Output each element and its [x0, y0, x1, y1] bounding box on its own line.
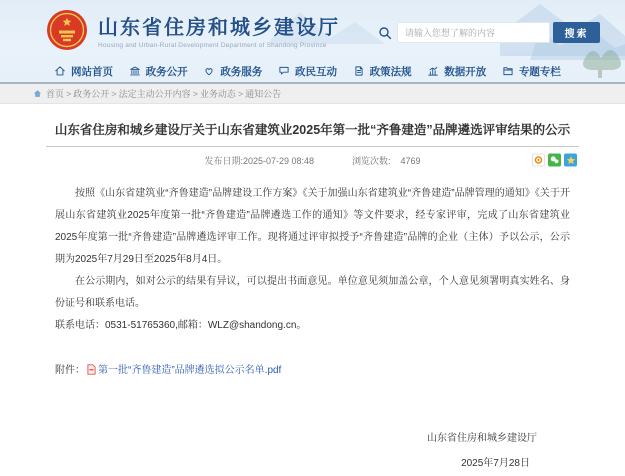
- search-button[interactable]: 搜索: [553, 22, 600, 43]
- site-header: [0, 0, 625, 84]
- nav-item-special-columns[interactable]: [502, 64, 561, 79]
- signature-org: 山东省住房和城乡建设厅: [427, 433, 537, 444]
- home-icon: [54, 65, 66, 77]
- breadcrumb-separator: >: [237, 88, 244, 99]
- folder-icon: [502, 65, 514, 77]
- nav-label: 政民互动: [294, 65, 337, 78]
- nav-item-open-data[interactable]: [427, 64, 486, 79]
- nav-item-interaction[interactable]: [278, 64, 337, 79]
- breadcrumb-item-business-news[interactable]: 业务动态: [199, 89, 236, 99]
- nav-label: 政务公开: [145, 65, 188, 78]
- breadcrumb: [0, 84, 625, 104]
- nav-item-policy[interactable]: [353, 64, 412, 79]
- view-count: [352, 154, 421, 167]
- breadcrumb-item-notices[interactable]: 通知公告: [245, 89, 282, 99]
- breadcrumb-item-home[interactable]: 首页: [46, 89, 65, 99]
- site-title: 山东省住房和城乡建设厅: [98, 17, 340, 39]
- star-share-icon[interactable]: [564, 154, 577, 167]
- signature-block: [46, 426, 579, 476]
- article-body: [46, 173, 579, 337]
- attachment-link[interactable]: [85, 365, 281, 376]
- paragraph-2: 在公示期内，如对公示的结果有异议，可以提出书面意见。单位意见须加盖公章，个人意见须署明真实姓名、身份证号和联系电话。: [55, 276, 570, 309]
- article-title: 山东省住房和城乡建设厅关于山东省建筑业2025年第一批“齐鲁建造”品牌遴选评审结果的公示: [54, 123, 571, 137]
- heart-icon: [203, 65, 215, 77]
- attachment-link-text: 第一批“齐鲁建造”品牌遴选拟公示名单.pdf: [98, 365, 282, 376]
- contact-line: 联系电话：0531-51765360,邮箱：WLZ@shandong.cn。: [55, 320, 307, 331]
- nav-item-gov-service[interactable]: [203, 64, 262, 79]
- breadcrumb-item-gov-open[interactable]: 政务公开: [73, 89, 110, 99]
- chat-icon: [278, 65, 290, 77]
- bank-icon: [129, 65, 141, 77]
- publish-date-value: 2025-07-29 08:48: [242, 155, 315, 166]
- document-icon: [353, 65, 365, 77]
- breadcrumb-separator: >: [111, 88, 117, 99]
- nav-item-home[interactable]: [54, 64, 113, 79]
- view-count-label: 浏览次数:: [352, 155, 391, 166]
- share-group: [532, 154, 577, 167]
- publish-date: [204, 154, 314, 167]
- nav-label: 数据开放: [444, 65, 487, 78]
- breadcrumb-separator: >: [66, 88, 72, 99]
- pdf-icon: [87, 364, 96, 375]
- nav-label: 政策法规: [369, 65, 412, 78]
- search-box: [378, 22, 600, 43]
- search-icon: [378, 26, 392, 40]
- search-input[interactable]: [397, 22, 550, 43]
- nav-label: 网站首页: [71, 65, 113, 78]
- paragraph-1: 按照《山东省建筑业“齐鲁建造”品牌建设工作方案》《关于加强山东省建筑业“齐鲁建造”品牌管理的通知》《关于开展山东省建筑业2025年度第一批“齐鲁建造”品牌遴选工作的通知》等文件要求，经专家评审，完成了山东省建筑业2025年度第一批“齐鲁建造”品牌遴选评审工作。现将通过评审拟授予“齐鲁建造”品牌的企业（主体）予以公示，公示期为2025年7月29日至2025年8月4日。: [55, 188, 570, 265]
- brand-block: [98, 11, 340, 49]
- attachment-row: [46, 337, 579, 376]
- breadcrumb-item-legal-disclosure[interactable]: 法定主动公开内容: [118, 89, 191, 99]
- chart-icon: [427, 65, 439, 77]
- view-count-value: 4769: [400, 155, 421, 166]
- nav-item-gov-open[interactable]: [129, 64, 188, 79]
- signature-date: 2025年7月28日: [461, 458, 530, 469]
- weibo-share-icon[interactable]: [532, 154, 545, 167]
- article: [0, 120, 625, 476]
- attachment-label: 附件：: [55, 365, 85, 376]
- nav-label: 政务服务: [220, 65, 263, 78]
- article-meta: [46, 147, 579, 173]
- main-nav: [0, 60, 625, 84]
- breadcrumb-separator: >: [192, 88, 198, 99]
- wechat-share-icon[interactable]: [548, 154, 561, 167]
- breadcrumb-home-icon: [33, 89, 42, 98]
- national-emblem-logo[interactable]: [46, 9, 88, 51]
- site-subtitle: Housing and Urban-Rural Development Department of Shandong Province: [98, 42, 327, 49]
- header-top: [0, 0, 625, 60]
- nav-label: 专题专栏: [518, 65, 561, 78]
- publish-date-label: 发布日期:: [204, 155, 243, 166]
